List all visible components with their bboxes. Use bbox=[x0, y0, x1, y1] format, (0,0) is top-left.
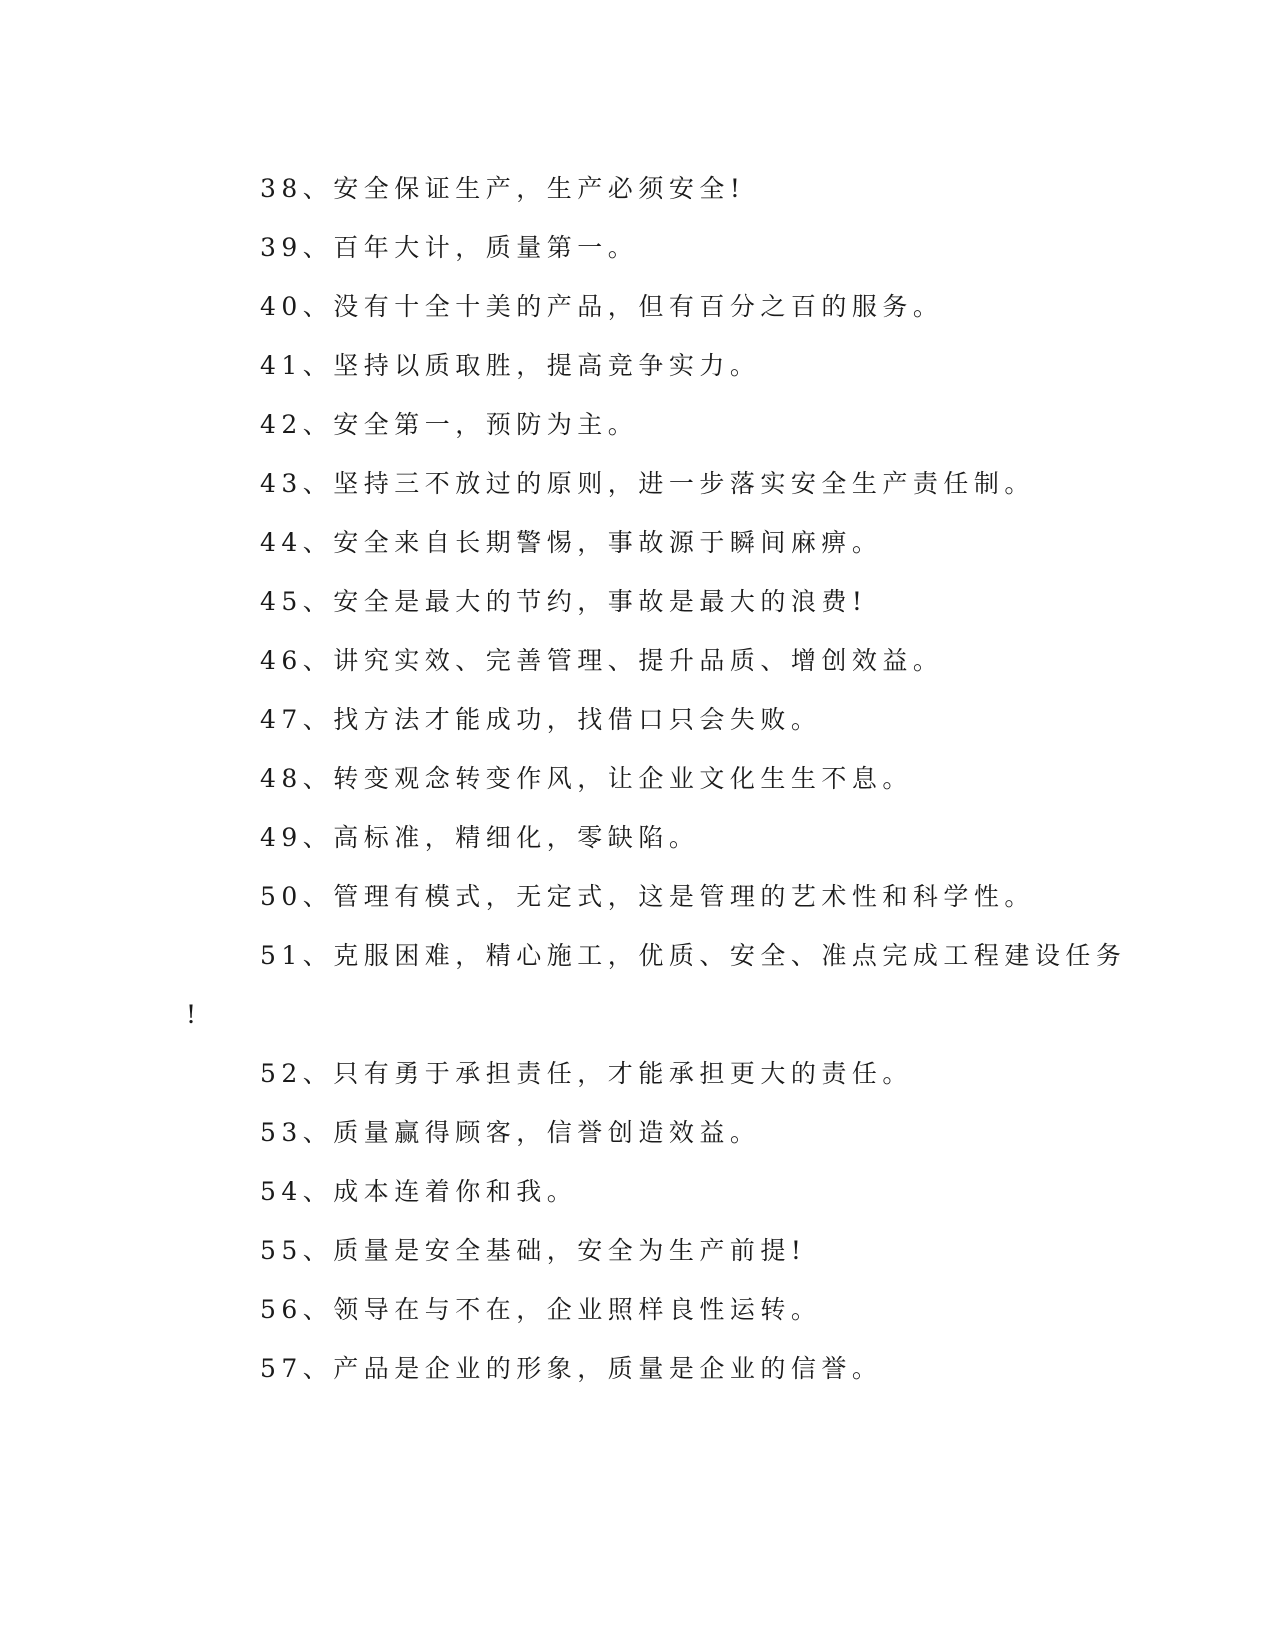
list-item: 46、讲究实效、完善管理、提升品质、增创效益。 bbox=[260, 646, 944, 675]
list-item: 50、管理有模式，无定式，这是管理的艺术性和科学性。 bbox=[260, 882, 1035, 911]
list-item: 56、领导在与不在，企业照样良性运转。 bbox=[260, 1295, 822, 1324]
list-item: 45、安全是最大的节约，事故是最大的浪费! bbox=[260, 587, 868, 616]
list-item: 39、百年大计，质量第一。 bbox=[260, 233, 639, 262]
list-item: 40、没有十全十美的产品，但有百分之百的服务。 bbox=[260, 292, 944, 321]
list-item: 54、成本连着你和我。 bbox=[260, 1177, 578, 1206]
list-item: 48、转变观念转变作风，让企业文化生生不息。 bbox=[260, 764, 913, 793]
list-item: 42、安全第一，预防为主。 bbox=[260, 410, 639, 439]
list-item: 38、安全保证生产，生产必须安全! bbox=[260, 174, 746, 203]
list-item: 53、质量赢得顾客，信誉创造效益。 bbox=[260, 1118, 761, 1147]
list-item: 51、克服困难，精心施工，优质、安全、准点完成工程建设任务 bbox=[260, 941, 1127, 970]
list-item: 44、安全来自长期警惕，事故源于瞬间麻痹。 bbox=[260, 528, 883, 557]
list-item-continuation: ! bbox=[186, 1000, 197, 1029]
list-item: 55、质量是安全基础，安全为生产前提! bbox=[260, 1236, 807, 1265]
list-item: 43、坚持三不放过的原则，进一步落实安全生产责任制。 bbox=[260, 469, 1035, 498]
list-item: 57、产品是企业的形象，质量是企业的信誉。 bbox=[260, 1354, 883, 1383]
list-item: 41、坚持以质取胜，提高竞争实力。 bbox=[260, 351, 761, 380]
list-item: 49、高标准，精细化，零缺陷。 bbox=[260, 823, 700, 852]
list-item: 47、找方法才能成功，找借口只会失败。 bbox=[260, 705, 822, 734]
list-item: 52、只有勇于承担责任，才能承担更大的责任。 bbox=[260, 1059, 913, 1088]
